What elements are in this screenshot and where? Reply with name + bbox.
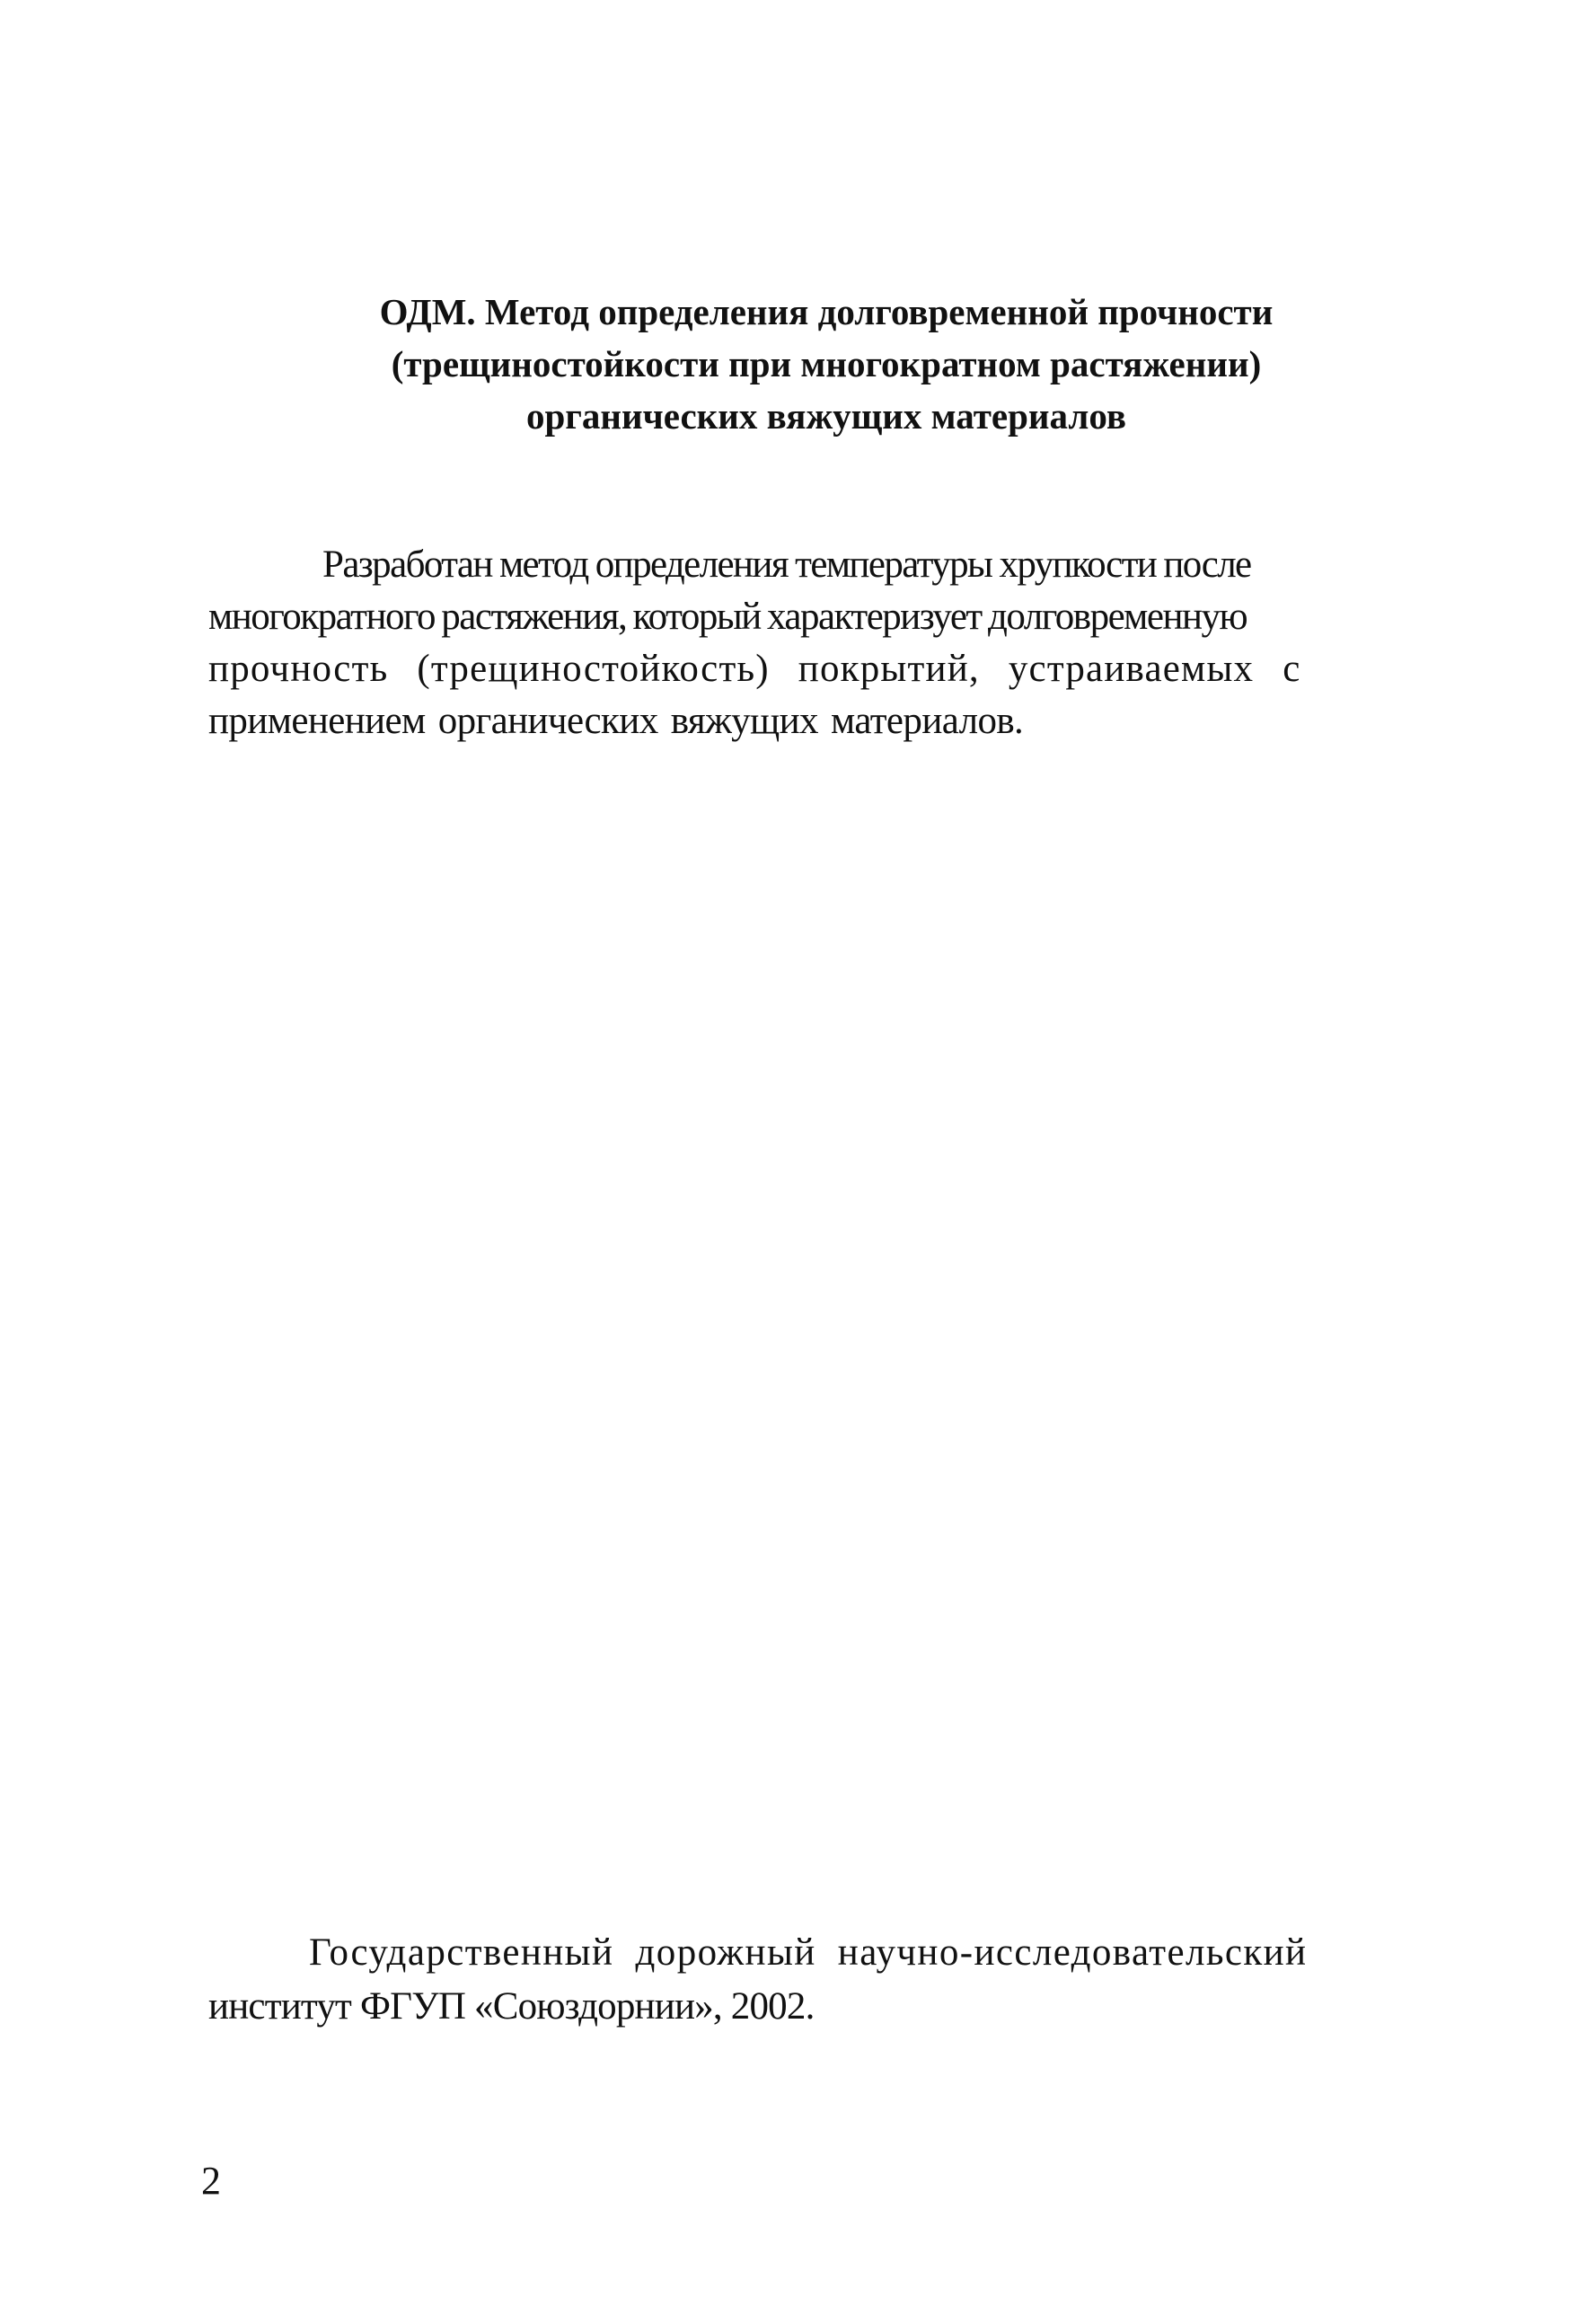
imprint-line: Государственный дорожный научно-исследовательский: [309, 1931, 1308, 1974]
abstract-line: прочность (трещиностойкость) покрытий, устраиваемых с: [208, 648, 1301, 690]
abstract-line: многократного растяжения, который характеризует долговременную: [208, 596, 1247, 638]
imprint-line: институт ФГУП «Союздорнии», 2002.: [208, 1985, 815, 2028]
abstract-line: Разработан метод определения температуры хрупкости после: [322, 543, 1251, 586]
title-line: органических вяжущих материалов: [525, 395, 1126, 437]
title-line: (трещиностойкости при многократном растяжении): [391, 343, 1262, 384]
page-number: 2: [201, 2159, 221, 2203]
publisher-imprint: [208, 1926, 1367, 2034]
abstract-paragraph: [208, 539, 1367, 747]
title-line: ОДМ. Метод определения долговременной прочности: [379, 291, 1274, 332]
abstract-line: применением органических вяжущих материалов.: [208, 700, 1024, 742]
document-title: [296, 286, 1356, 442]
